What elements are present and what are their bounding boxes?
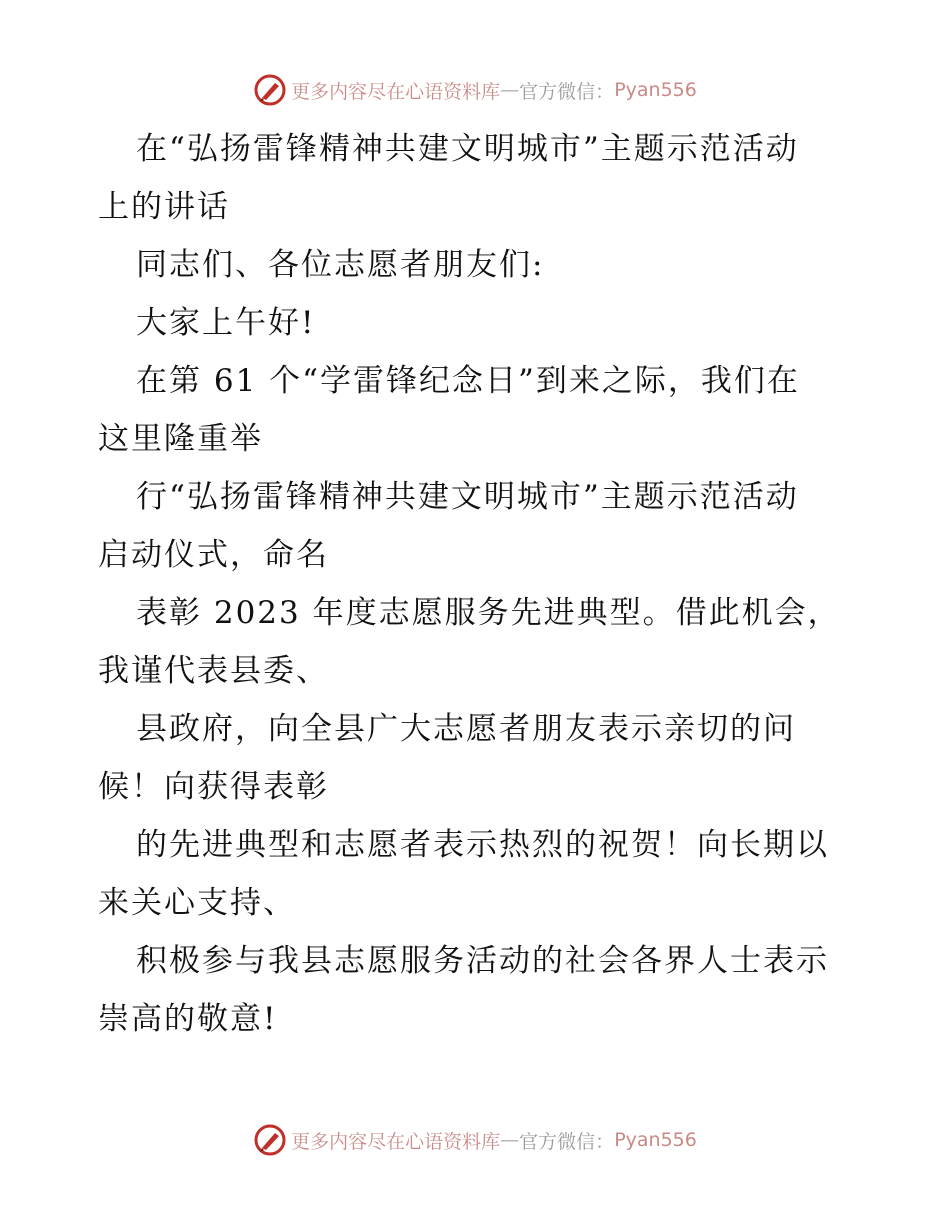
text-line: 上的讲话 (98, 189, 230, 225)
text-line: 我谨代表县委、 (98, 653, 329, 689)
text-line: 在第 61 个“学雷锋纪念日”到来之际，我们在 (136, 363, 800, 399)
watermark-brand: 更多内容尽在心语资料库 (291, 1130, 501, 1153)
text-line: 同志们、各位志愿者朋友们: (136, 247, 545, 283)
pen-logo-icon (253, 73, 287, 107)
watermark-separator: — (500, 1129, 520, 1151)
watermark-brand: 更多内容尽在心语资料库 (291, 80, 501, 103)
watermark-label: 官方微信： (519, 80, 615, 103)
text-line: 这里隆重举 (98, 421, 263, 457)
text-line: 候！向获得表彰 (98, 769, 329, 805)
pen-logo-icon (253, 1123, 287, 1157)
watermark-separator: — (500, 79, 520, 101)
footer-watermark (0, 1120, 950, 1160)
text-line: 县政府，向全县广大志愿者朋友表示亲切的问 (136, 711, 796, 747)
text-line: 崇高的敬意! (98, 1001, 278, 1037)
watermark-wechat-id: Pyan556 (614, 79, 697, 101)
watermark-label: 官方微信： (519, 1130, 615, 1153)
text-line: 的先进典型和志愿者表示热烈的祝贺！向长期以 (136, 827, 829, 863)
text-line: 行“弘扬雷锋精神共建文明城市”主题示范活动 (136, 479, 799, 515)
speech-body (98, 120, 858, 1048)
text-line: 在“弘扬雷锋精神共建文明城市”主题示范活动 (136, 131, 799, 167)
text-line: 来关心支持、 (98, 885, 296, 921)
text-line: 大家上午好! (136, 305, 316, 341)
watermark-wechat-id: Pyan556 (614, 1129, 697, 1151)
header-watermark (0, 70, 950, 110)
text-line: 积极参与我县志愿服务活动的社会各界人士表示 (136, 943, 829, 979)
text-line: 启动仪式，命名 (98, 537, 329, 573)
text-line: 表彰 2023 年度志愿服务先进典型。借此机会， (136, 595, 841, 631)
